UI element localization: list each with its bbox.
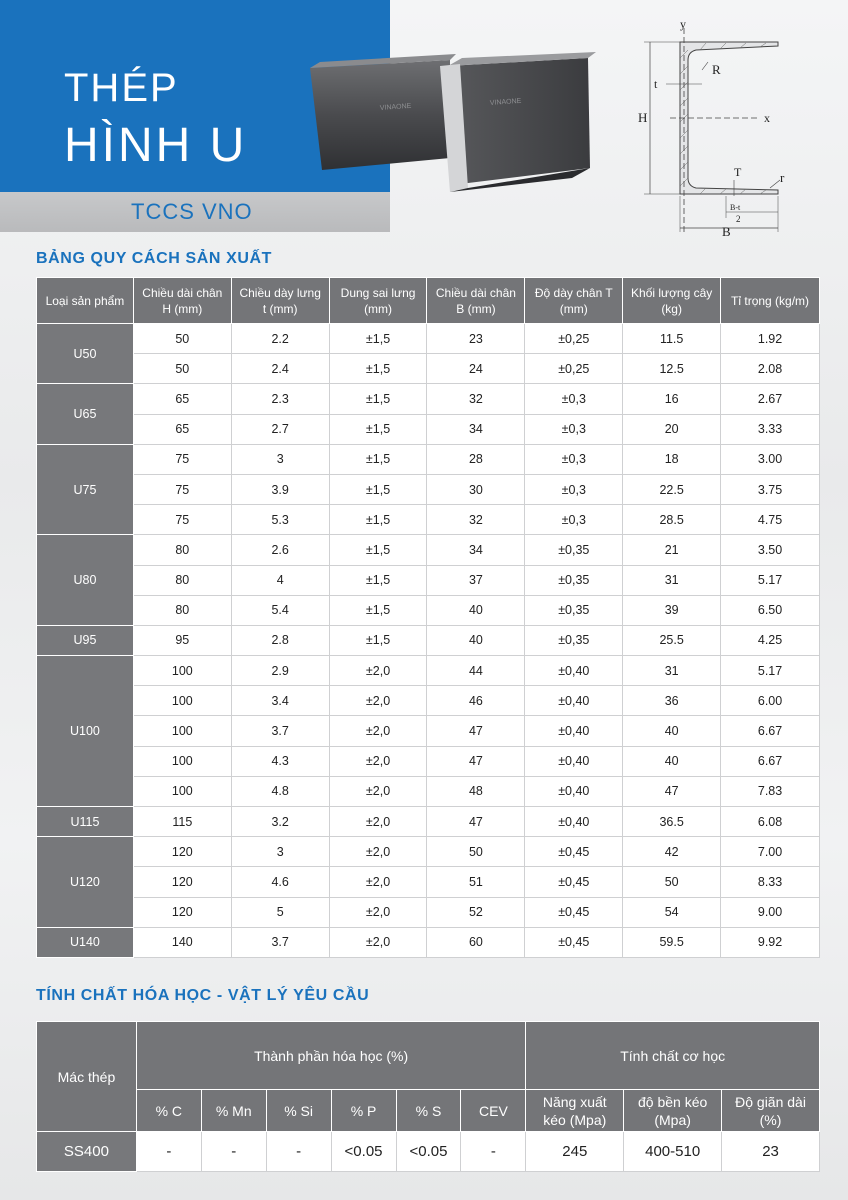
- spec-cell: ±2,0: [329, 656, 427, 686]
- spec-cell: 3.7: [231, 716, 329, 746]
- table-row: [37, 807, 820, 837]
- table-row: [37, 716, 820, 746]
- spec-cell: 2.3: [231, 384, 329, 414]
- spec-cell: ±0,25: [525, 324, 623, 354]
- spec-cell: 21: [623, 535, 721, 565]
- spec-cell: 3: [231, 444, 329, 474]
- table-row: [37, 505, 820, 535]
- spec-cell: ±1,5: [329, 625, 427, 655]
- spec-cell: ±0,35: [525, 535, 623, 565]
- spec-cell: 3.7: [231, 927, 329, 957]
- spec-cell: 34: [427, 535, 525, 565]
- spec-cell: ±1,5: [329, 474, 427, 504]
- spec-header-text: Loại sản phẩm: [45, 293, 125, 308]
- spec-header-text: Khối lượng cây: [631, 285, 713, 300]
- spec-header-text: (mm): [559, 301, 588, 316]
- diagram-label-r: r: [780, 170, 785, 185]
- product-type-cell: U140: [37, 927, 134, 957]
- spec-cell: ±2,0: [329, 897, 427, 927]
- spec-cell: 47: [427, 746, 525, 776]
- spec-cell: 32: [427, 505, 525, 535]
- table-row: [37, 656, 820, 686]
- spec-cell: ±2,0: [329, 837, 427, 867]
- spec-cell: 40: [623, 746, 721, 776]
- spec-cell: ±0,45: [525, 867, 623, 897]
- spec-cell: ±1,5: [329, 444, 427, 474]
- spec-cell: 12.5: [623, 354, 721, 384]
- mech-col-header-text: Năng xuất: [542, 1093, 607, 1110]
- spec-cell: 2.9: [231, 656, 329, 686]
- spec-cell: ±0,40: [525, 776, 623, 806]
- spec-header-cell: [427, 278, 525, 324]
- mech-col-header-text: (Mpa): [654, 1111, 691, 1128]
- spec-cell: ±1,5: [329, 354, 427, 384]
- spec-cell: 2.2: [231, 324, 329, 354]
- spec-cell: ±1,5: [329, 324, 427, 354]
- spec-cell: 42: [623, 837, 721, 867]
- table-row: [37, 565, 820, 595]
- spec-cell: ±0,35: [525, 595, 623, 625]
- spec-cell: 31: [623, 656, 721, 686]
- spec-cell: 75: [133, 444, 231, 474]
- spec-cell: 6.50: [721, 595, 820, 625]
- spec-header-cell: [525, 278, 623, 324]
- spec-header-cell: [133, 278, 231, 324]
- table-row: [37, 595, 820, 625]
- standard-label: TCCS VNO: [131, 199, 253, 224]
- title-line-1: THÉP: [64, 66, 179, 110]
- chem-cell: 23: [722, 1132, 820, 1172]
- spec-cell: ±0,3: [525, 474, 623, 504]
- spec-cell: 4.25: [721, 625, 820, 655]
- spec-header-text: (kg): [661, 301, 682, 316]
- title-line-2: HÌNH U: [64, 119, 248, 172]
- chem-section-title: TÍNH CHẤT HÓA HỌC - VẬT LÝ YÊU CẦU: [36, 987, 370, 1004]
- svg-text:VINAONE: VINAONE: [489, 97, 522, 107]
- spec-cell: ±2,0: [329, 716, 427, 746]
- spec-cell: ±2,0: [329, 746, 427, 776]
- spec-cell: ±1,5: [329, 384, 427, 414]
- chem-col-header: % C: [136, 1090, 201, 1132]
- spec-cell: 9.92: [721, 927, 820, 957]
- spec-cell: ±1,5: [329, 535, 427, 565]
- spec-header-cell: [37, 278, 134, 324]
- spec-cell: 75: [133, 474, 231, 504]
- spec-cell: ±0,25: [525, 354, 623, 384]
- table-row: [37, 354, 820, 384]
- product-type-cell: U95: [37, 625, 134, 655]
- spec-cell: 80: [133, 535, 231, 565]
- spec-cell: ±0,45: [525, 837, 623, 867]
- spec-cell: ±2,0: [329, 807, 427, 837]
- diagram-label-bt: B-t: [730, 203, 741, 212]
- spec-cell: 28.5: [623, 505, 721, 535]
- spec-header-text: B (mm): [456, 301, 496, 316]
- spec-cell: 48: [427, 776, 525, 806]
- spec-cell: 34: [427, 414, 525, 444]
- spec-cell: ±2,0: [329, 776, 427, 806]
- spec-cell: ±0,40: [525, 656, 623, 686]
- chem-col-header: % Si: [266, 1090, 331, 1132]
- spec-cell: 20: [623, 414, 721, 444]
- spec-cell: 50: [133, 354, 231, 384]
- spec-cell: 3.00: [721, 444, 820, 474]
- table-row: [37, 776, 820, 806]
- spec-header-text: t (mm): [262, 301, 298, 316]
- chem-cell: -: [266, 1132, 331, 1172]
- spec-cell: 80: [133, 565, 231, 595]
- diagram-label-2: 2: [736, 214, 741, 224]
- product-type-cell: U115: [37, 807, 134, 837]
- spec-cell: 30: [427, 474, 525, 504]
- product-type-cell: U120: [37, 837, 134, 928]
- table-row: [37, 837, 820, 867]
- chem-cell: -: [201, 1132, 266, 1172]
- spec-cell: 28: [427, 444, 525, 474]
- spec-cell: ±0,45: [525, 897, 623, 927]
- spec-cell: ±0,35: [525, 565, 623, 595]
- spec-cell: 47: [427, 716, 525, 746]
- chem-col-header: % P: [331, 1090, 396, 1132]
- spec-cell: 52: [427, 897, 525, 927]
- table-row: [37, 927, 820, 957]
- spec-section-title: BẢNG QUY CÁCH SẢN XUẤT: [36, 250, 273, 267]
- chem-cell: <0.05: [331, 1132, 396, 1172]
- spec-cell: 5.17: [721, 565, 820, 595]
- spec-header-text: Dung sai lưng: [340, 285, 416, 300]
- spec-cell: 65: [133, 384, 231, 414]
- spec-cell: 37: [427, 565, 525, 595]
- spec-cell: ±0,40: [525, 686, 623, 716]
- spec-cell: ±2,0: [329, 927, 427, 957]
- spec-cell: ±0,40: [525, 807, 623, 837]
- chem-cell: -: [461, 1132, 526, 1172]
- spec-cell: 3.2: [231, 807, 329, 837]
- diagram-label-H: H: [638, 110, 648, 125]
- table-row: [37, 414, 820, 444]
- spec-cell: 16: [623, 384, 721, 414]
- spec-cell: 8.33: [721, 867, 820, 897]
- spec-cell: 95: [133, 625, 231, 655]
- grade-cell: SS400: [37, 1132, 137, 1172]
- chem-col-header: % Mn: [201, 1090, 266, 1132]
- spec-cell: 3.4: [231, 686, 329, 716]
- diagram-label-y: y: [680, 18, 686, 31]
- spec-cell: 44: [427, 656, 525, 686]
- spec-cell: 3.33: [721, 414, 820, 444]
- spec-cell: 11.5: [623, 324, 721, 354]
- spec-cell: 60: [427, 927, 525, 957]
- mech-col-header: [722, 1090, 820, 1132]
- product-type-cell: U80: [37, 535, 134, 626]
- spec-cell: ±1,5: [329, 414, 427, 444]
- spec-cell: 40: [427, 625, 525, 655]
- table-row: [37, 324, 820, 354]
- table-row: [37, 535, 820, 565]
- spec-cell: 46: [427, 686, 525, 716]
- spec-header-text: Tỉ trọng (kg/m): [731, 293, 810, 308]
- spec-cell: 59.5: [623, 927, 721, 957]
- spec-cell: ±2,0: [329, 867, 427, 897]
- spec-header-text: (mm): [364, 301, 393, 316]
- spec-header-text: H (mm): [162, 301, 203, 316]
- table-row: [37, 867, 820, 897]
- chem-table: [36, 1021, 820, 1172]
- chem-cell: -: [136, 1132, 201, 1172]
- spec-header-text: Độ dày chân T: [534, 285, 613, 300]
- table-row: [37, 444, 820, 474]
- grade-header: Mác thép: [37, 1022, 137, 1132]
- spec-cell: 2.08: [721, 354, 820, 384]
- spec-cell: 23: [427, 324, 525, 354]
- chem-col-header: % S: [396, 1090, 461, 1132]
- spec-cell: 100: [133, 746, 231, 776]
- diagram-label-t: t: [654, 77, 658, 91]
- spec-header-text: Chiều dày lưng: [239, 285, 321, 300]
- product-type-cell: U50: [37, 324, 134, 384]
- spec-cell: 6.67: [721, 746, 820, 776]
- spec-cell: 40: [427, 595, 525, 625]
- spec-cell: 40: [623, 716, 721, 746]
- chem-col-header: CEV: [461, 1090, 526, 1132]
- spec-cell: ±0,3: [525, 414, 623, 444]
- spec-cell: 22.5: [623, 474, 721, 504]
- spec-cell: 100: [133, 656, 231, 686]
- spec-cell: 51: [427, 867, 525, 897]
- chem-cell: <0.05: [396, 1132, 461, 1172]
- mech-col-header-text: độ bền kéo: [638, 1093, 708, 1110]
- svg-text:VINAONE: VINAONE: [379, 102, 412, 112]
- spec-cell: 36: [623, 686, 721, 716]
- product-type-cell: U75: [37, 444, 134, 535]
- spec-cell: 39: [623, 595, 721, 625]
- spec-cell: 6.08: [721, 807, 820, 837]
- spec-cell: 4: [231, 565, 329, 595]
- mech-col-header: [624, 1090, 722, 1132]
- spec-cell: 32: [427, 384, 525, 414]
- spec-cell: ±0,45: [525, 927, 623, 957]
- mech-col-header-text: Độ giãn dài: [735, 1093, 806, 1110]
- spec-cell: 3: [231, 837, 329, 867]
- spec-cell: ±0,3: [525, 444, 623, 474]
- spec-cell: 6.00: [721, 686, 820, 716]
- spec-cell: 25.5: [623, 625, 721, 655]
- spec-cell: ±0,3: [525, 384, 623, 414]
- table-row: [37, 897, 820, 927]
- mech-col-header: [526, 1090, 624, 1132]
- spec-cell: 7.00: [721, 837, 820, 867]
- spec-cell: ±0,35: [525, 625, 623, 655]
- spec-cell: 120: [133, 867, 231, 897]
- spec-cell: 4.6: [231, 867, 329, 897]
- diagram-label-R: R: [712, 62, 721, 77]
- spec-cell: 2.8: [231, 625, 329, 655]
- spec-header-cell: [231, 278, 329, 324]
- spec-cell: 2.6: [231, 535, 329, 565]
- spec-cell: ±0,40: [525, 716, 623, 746]
- spec-cell: 3.75: [721, 474, 820, 504]
- diagram-label-B: B: [722, 224, 731, 238]
- spec-cell: 120: [133, 897, 231, 927]
- chem-cell: 400-510: [624, 1132, 722, 1172]
- spec-cell: 120: [133, 837, 231, 867]
- product-type-cell: U65: [37, 384, 134, 444]
- spec-cell: ±1,5: [329, 595, 427, 625]
- u-channel-beam-image: [300, 50, 600, 200]
- spec-cell: 2.67: [721, 384, 820, 414]
- spec-cell: ±2,0: [329, 686, 427, 716]
- spec-cell: 115: [133, 807, 231, 837]
- spec-header-cell: [721, 278, 820, 324]
- chem-cell: 245: [526, 1132, 624, 1172]
- diagram-label-x: x: [764, 111, 770, 125]
- spec-cell: ±1,5: [329, 565, 427, 595]
- spec-cell: 24: [427, 354, 525, 384]
- spec-cell: 75: [133, 505, 231, 535]
- spec-cell: ±0,40: [525, 746, 623, 776]
- table-row: [37, 625, 820, 655]
- table-row: [37, 384, 820, 414]
- spec-cell: 100: [133, 686, 231, 716]
- spec-cell: 100: [133, 776, 231, 806]
- spec-cell: 47: [427, 807, 525, 837]
- spec-cell: 50: [427, 837, 525, 867]
- spec-cell: 9.00: [721, 897, 820, 927]
- spec-cell: 2.4: [231, 354, 329, 384]
- spec-cell: 80: [133, 595, 231, 625]
- spec-cell: 47: [623, 776, 721, 806]
- table-row: [37, 1132, 820, 1172]
- spec-cell: 36.5: [623, 807, 721, 837]
- spec-cell: 6.67: [721, 716, 820, 746]
- table-row: [37, 746, 820, 776]
- mechanical-header: Tính chất cơ học: [526, 1022, 820, 1090]
- spec-cell: 140: [133, 927, 231, 957]
- spec-cell: 5: [231, 897, 329, 927]
- spec-cell: 3.50: [721, 535, 820, 565]
- spec-cell: 54: [623, 897, 721, 927]
- spec-cell: 5.17: [721, 656, 820, 686]
- spec-cell: ±1,5: [329, 505, 427, 535]
- diagram-label-T: T: [734, 165, 742, 179]
- spec-cell: 50: [133, 324, 231, 354]
- spec-header-cell: [329, 278, 427, 324]
- spec-cell: 4.8: [231, 776, 329, 806]
- spec-table: [36, 277, 820, 958]
- spec-cell: 5.4: [231, 595, 329, 625]
- spec-header-cell: [623, 278, 721, 324]
- spec-cell: 100: [133, 716, 231, 746]
- spec-cell: 5.3: [231, 505, 329, 535]
- spec-cell: 2.7: [231, 414, 329, 444]
- mech-col-header-text: (%): [759, 1111, 782, 1128]
- spec-cell: 4.3: [231, 746, 329, 776]
- spec-cell: 31: [623, 565, 721, 595]
- spec-cell: 1.92: [721, 324, 820, 354]
- mech-col-header-text: kéo (Mpa): [543, 1111, 607, 1128]
- spec-cell: 4.75: [721, 505, 820, 535]
- spec-cell: 3.9: [231, 474, 329, 504]
- spec-header-text: Chiều dài chân: [435, 285, 516, 300]
- chem-composition-header: Thành phần hóa học (%): [136, 1022, 525, 1090]
- spec-header-text: Chiều dài chân: [142, 285, 223, 300]
- spec-cell: 18: [623, 444, 721, 474]
- u-channel-section-diagram: [630, 18, 830, 238]
- table-row: [37, 686, 820, 716]
- spec-cell: ±0,3: [525, 505, 623, 535]
- spec-cell: 50: [623, 867, 721, 897]
- table-row: [37, 474, 820, 504]
- spec-cell: 65: [133, 414, 231, 444]
- spec-cell: 7.83: [721, 776, 820, 806]
- product-type-cell: U100: [37, 656, 134, 807]
